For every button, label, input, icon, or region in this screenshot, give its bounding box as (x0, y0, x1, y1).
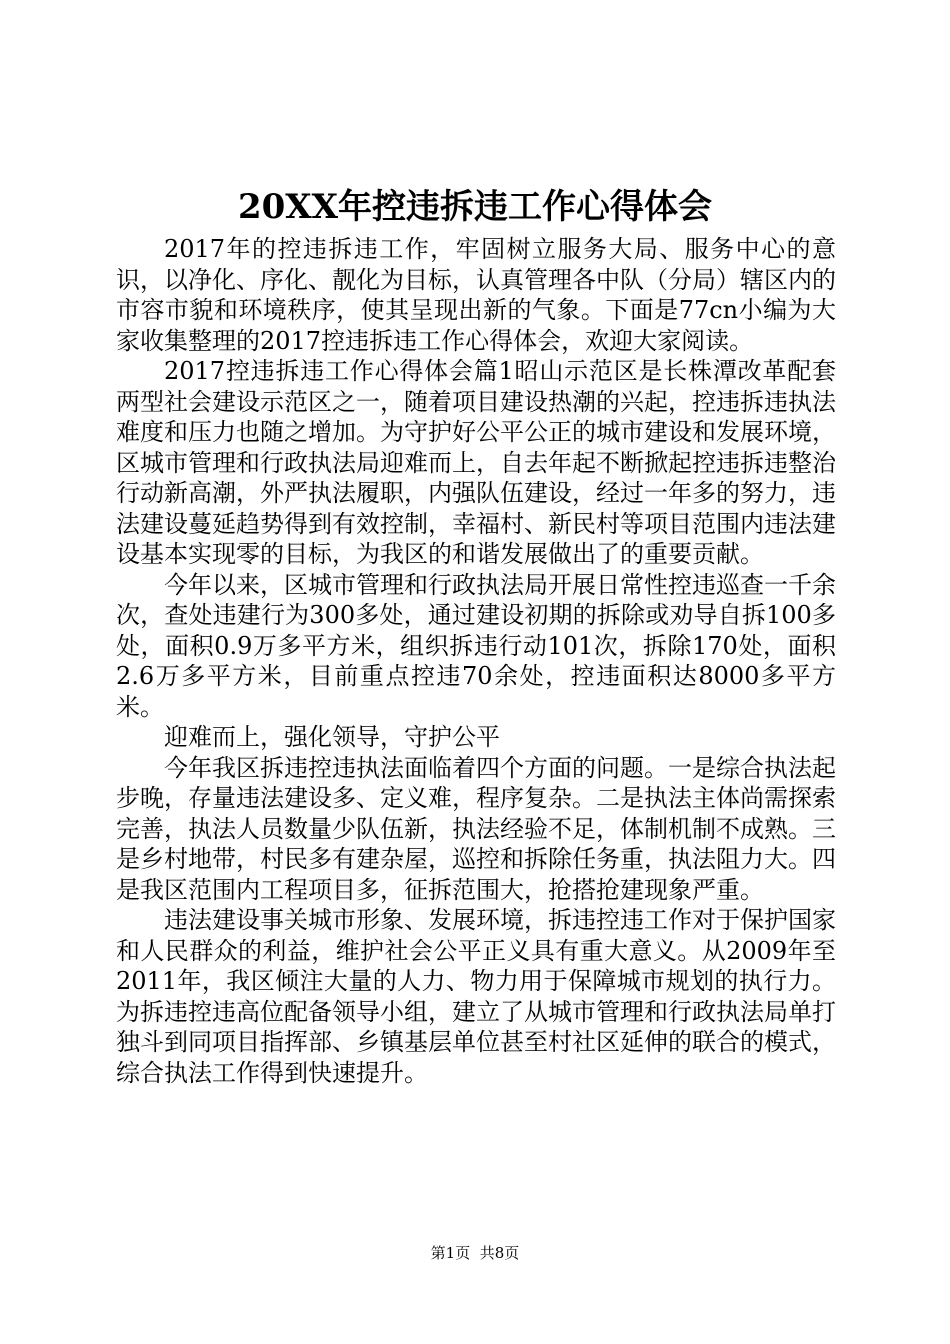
paragraph-significance: 违法建设事关城市形象、发展环境，拆违控违工作对于保护国家和人民群众的利益，维护社会公平正义具有重大意义。从2009年至2011年，我区倾注大量的人力、物力用于保障城市规划的执行力。为拆违控违高位配备领导小组，建立了从城市管理和行政执法局单打独斗到同项目指挥部、乡镇基层单位甚至村社区延伸的联合的模式，综合执法工作得到快速提升。 (116, 906, 836, 1087)
page-footer (0, 1243, 950, 1263)
paragraph-article-1: 2017控违拆违工作心得体会篇1昭山示范区是长株潭改革配套两型社会建设示范区之一，随着项目建设热潮的兴起，控违拆违执法难度和压力也随之增加。为守护好公平公正的城市建设和发展环境，区城市管理和行政执法局迎难而上，自去年起不断掀起控违拆违整治行动新高潮，外严执法履职，内强队伍建设，经过一年多的努力，违法建设蔓延趋势得到有效控制，幸福村、新民村等项目范围内违法建设基本实现零的目标，为我区的和谐发展做出了的重要贡献。 (116, 357, 836, 568)
page-total: 共8页 (479, 1244, 520, 1262)
document-body (116, 234, 836, 1088)
document-title: 20XX年控违拆违工作心得体会 (237, 187, 713, 227)
footer-separator (470, 1244, 480, 1262)
page-number: 第1页 (430, 1244, 471, 1262)
paragraph-problems: 今年我区拆违控违执法面临着四个方面的问题。一是综合执法起步晚，存量违法建设多、定义难，程序复杂。二是执法主体尚需探索完善，执法人员数量少队伍新，执法经验不足，体制机制不成熟。三是乡村地带，村民多有建杂屋，巡控和拆除任务重，执法阻力大。四是我区范围内工程项目多，征拆范围大，抢搭抢建现象严重。 (116, 753, 836, 904)
section-heading: 迎难而上，强化领导，守护公平 (164, 723, 500, 751)
paragraph-statistics: 今年以来，区城市管理和行政执法局开展日常性控违巡查一千余次，查处违建行为300多处，通过建设初期的拆除或劝导自拆100多处，面积0.9万多平方米，组织拆违行动101次，拆除170处，面积2.6万多平方米，目前重点控违70余处，控违面积达8000多平方米。 (116, 570, 836, 721)
paragraph-intro: 2017年的控违拆违工作，牢固树立服务大局、服务中心的意识，以净化、序化、靓化为目标，认真管理各中队（分局）辖区内的市容市貌和环境秩序，使其呈现出新的气象。下面是77cn小编为大家收集整理的2017控违拆违工作心得体会，欢迎大家阅读。 (116, 235, 836, 355)
